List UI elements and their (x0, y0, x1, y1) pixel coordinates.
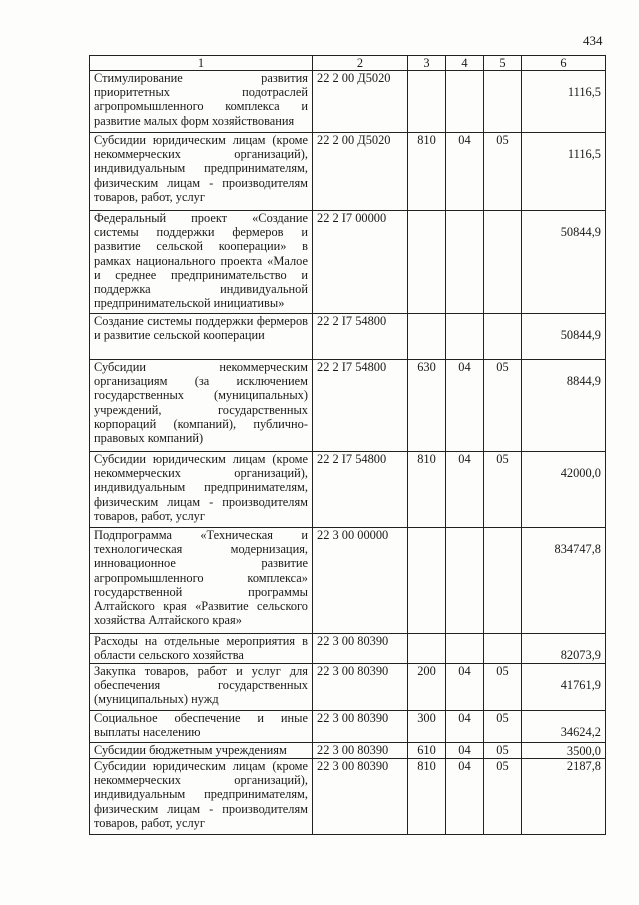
expense-type: 630 (408, 360, 446, 452)
subsection (484, 71, 522, 133)
expense-type: 810 (408, 759, 446, 835)
subsection: 05 (484, 452, 522, 528)
table-row (90, 452, 606, 528)
expense-type: 810 (408, 133, 446, 211)
table-row (90, 71, 606, 133)
amount-cell (522, 452, 606, 528)
amount: 3500,0 (566, 743, 601, 758)
subsection (484, 528, 522, 634)
table-row (90, 211, 606, 314)
expense-type (408, 528, 446, 634)
header-cell: 3 (408, 56, 446, 71)
target-code: 22 3 00 80390 (313, 664, 408, 711)
subsection: 05 (484, 759, 522, 835)
expense-type: 810 (408, 452, 446, 528)
amount: 1116,5 (567, 147, 601, 161)
amount-cell (522, 664, 606, 711)
expense-name: Субсидии бюджетным учреждениям (90, 743, 313, 759)
table-header-row (90, 56, 606, 71)
subsection (484, 634, 522, 664)
subsection: 05 (484, 743, 522, 759)
target-code: 22 2 00 Д5020 (313, 71, 408, 133)
expense-name: Стимулирование развития приоритетных подотраслей агропромышленного комплекса и развитие малых форм хозяйствования (90, 71, 313, 133)
expense-name: Расходы на отдельные мероприятия в области сельского хозяйства (90, 634, 313, 664)
amount-cell (522, 133, 606, 211)
table-row (90, 759, 606, 835)
subsection (484, 314, 522, 360)
expense-name: Субсидии юридическим лицам (кроме некоммерческих организаций), индивидуальным предпринимателям, физическим лицам - производителям товаров, работ, услуг (90, 133, 313, 211)
table-row (90, 528, 606, 634)
expense-name: Субсидии юридическим лицам (кроме некоммерческих организаций), индивидуальным предпринимателям, физическим лицам - производителям товаров, работ, услуг (90, 759, 313, 835)
table-row (90, 314, 606, 360)
amount: 42000,0 (560, 466, 601, 480)
amount-cell (522, 528, 606, 634)
table-row (90, 634, 606, 664)
table-row (90, 133, 606, 211)
expense-type (408, 634, 446, 664)
section (446, 634, 484, 664)
expense-name: Субсидии некоммерческим организациям (за исключением государственных (муниципальных) учреждений, государственных корпораций (компаний), публично-правовых компаний) (90, 360, 313, 452)
amount-cell (522, 360, 606, 452)
expense-type: 200 (408, 664, 446, 711)
header-cell: 6 (522, 56, 606, 71)
target-code: 22 3 00 80390 (313, 711, 408, 743)
expense-name: Закупка товаров, работ и услуг для обеспечения государственных (муниципальных) нужд (90, 664, 313, 711)
section: 04 (446, 711, 484, 743)
target-code: 22 2 I7 54800 (313, 452, 408, 528)
amount: 41761,9 (560, 678, 601, 692)
table-row (90, 711, 606, 743)
header-cell: 5 (484, 56, 522, 71)
target-code: 22 2 I7 00000 (313, 211, 408, 314)
amount: 8844,9 (566, 374, 601, 388)
amount-cell (522, 314, 606, 360)
amount: 34624,2 (560, 725, 601, 739)
table-row (90, 360, 606, 452)
header-cell: 4 (446, 56, 484, 71)
section: 04 (446, 743, 484, 759)
expense-name: Создание системы поддержки фермеров и развитие сельской кооперации (90, 314, 313, 360)
subsection (484, 211, 522, 314)
subsection: 05 (484, 711, 522, 743)
section: 04 (446, 360, 484, 452)
expense-type (408, 211, 446, 314)
expense-type (408, 314, 446, 360)
section (446, 211, 484, 314)
header-cell: 2 (313, 56, 408, 71)
amount-cell (522, 211, 606, 314)
amount-cell (522, 634, 606, 664)
amount: 82073,9 (560, 648, 601, 662)
amount: 1116,5 (567, 85, 601, 99)
amount: 50844,9 (560, 225, 601, 239)
target-code: 22 3 00 80390 (313, 743, 408, 759)
amount: 834747,8 (554, 542, 601, 556)
section: 04 (446, 664, 484, 711)
expense-name: Субсидии юридическим лицам (кроме некоммерческих организаций), индивидуальным предпринимателям, физическим лицам - производителям товаров, работ, услуг (90, 452, 313, 528)
expense-name: Федеральный проект «Создание системы поддержки фермеров и развитие сельской кооперации» в рамках национального проекта «Малое и среднее предпринимательство и поддержка индивидуальной предпринимательской инициативы» (90, 211, 313, 314)
section (446, 71, 484, 133)
target-code: 22 3 00 80390 (313, 634, 408, 664)
target-code: 22 3 00 80390 (313, 759, 408, 835)
amount-cell (522, 759, 606, 835)
amount-cell (522, 743, 606, 759)
amount-cell (522, 71, 606, 133)
target-code: 22 2 00 Д5020 (313, 133, 408, 211)
table-row (90, 743, 606, 759)
target-code: 22 2 I7 54800 (313, 314, 408, 360)
section (446, 528, 484, 634)
expense-type (408, 71, 446, 133)
expense-type: 300 (408, 711, 446, 743)
target-code: 22 2 I7 54800 (313, 360, 408, 452)
expense-name: Подпрограмма «Техническая и технологическая модернизация, инновационное развитие агропромышленного комплекса» государственной программы Алтайского края «Развитие сельского хозяйства Алтайского края» (90, 528, 313, 634)
section: 04 (446, 133, 484, 211)
target-code: 22 3 00 00000 (313, 528, 408, 634)
amount: 50844,9 (560, 328, 601, 342)
section (446, 314, 484, 360)
section: 04 (446, 759, 484, 835)
section: 04 (446, 452, 484, 528)
expense-type: 610 (408, 743, 446, 759)
subsection: 05 (484, 664, 522, 711)
subsection: 05 (484, 133, 522, 211)
subsection: 05 (484, 360, 522, 452)
expense-name: Социальное обеспечение и иные выплаты населению (90, 711, 313, 743)
table-row (90, 664, 606, 711)
page-number: 434 (583, 33, 603, 48)
budget-table (89, 55, 606, 835)
amount-cell (522, 711, 606, 743)
header-cell: 1 (90, 56, 313, 71)
amount: 2187,8 (566, 759, 601, 773)
